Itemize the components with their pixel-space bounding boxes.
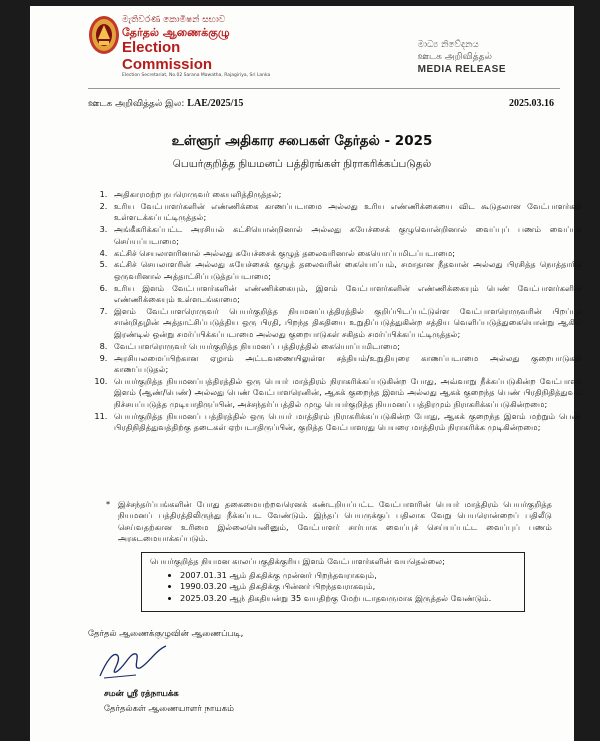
header-divider — [88, 88, 560, 89]
list-item: 10. பெயர்குறித்த நியமனப்பத்திரத்தில் ஒரு பெயர் மாத்திரம் நிராகரிக்கப்படுகின்ற போது, அவ்வாறு நீக்கப்படுகின்ற வேட்பாளர் இளம் (ஆண்/பெண்) அல்லது பெண் வேட்பாளரெனின், ஆகக் குறைந்த இளம் அல்லது ஆகக் குறைந்த பெண் பிரதிநிதித்துவம் நிச்சயப்படுத்த முடியாதிருப்பின், அச்சந்தர்ப்பத்தில் முழு பெயர்குறித்த நியமனப் பத்திரமும் நிராகரிக்கப்படுகின்றமை; — [110, 376, 582, 410]
org-name-english: Election Commission — [122, 39, 213, 73]
list-item: 8. வேட்பாளரொருவர் பெயர்குறித்த நியமனப் பத்திரத்தில் கையொப்பமிடாமை; — [110, 341, 582, 352]
list-item: • 1990.03.20 ஆம் திகதிக்கு பின்னர் பிறந்தவராகவும், — [180, 581, 516, 593]
list-item: 6. உரிய இளம் வேட்பாளர்களின் எண்ணிக்கையும், இளம் வேட்பாளர்களின் எண்ணிக்கையும் பெண் வேட்பாளர்களின் எண்ணிக்கையும் உள்ளடங்காமை; — [110, 283, 582, 306]
org-address: Election Secretariat, No.02 Sarana Mawatha, Rajagiriya, Sri Lanka — [122, 73, 271, 78]
signatory-title: தேர்தல்கள் ஆணையாளர் நாயகம் — [104, 704, 235, 714]
media-label-sinhala: මාධ්‍ය නිවේදනය — [417, 40, 479, 50]
organisation-name-block — [122, 14, 272, 79]
note-text: இச்சந்தர்ப்பங்களின் போது தகைமையற்றவரெனக் கண்டறியப்பட்ட வேட்பாளரின் பெயர் மாத்திரம் பெயர்குறித்த நியமனப் பத்திரத்திலிருந்து நீக்கப்பட வேண்டும். இந்தப் பெயருக்குப் பதிலாக வேறு பெயரொன்றைப் பதிலீடு செய்வதற்கான உரிமை இல்லையெனினும், வேட்பாளர் சார்பாக வைப்புச் செய்யப்பட்ட வைப்புப் பணம் அரசுடமையாக்கப்படும். — [118, 499, 552, 544]
list-item: 7. இளம் வேட்பாளரொருவர் பெயர்குறித்த நியமனப்பத்திரத்தில் குறிப்பிடப்பட்டுள்ள வேட்பாளரொருவரின் பிறப்புச் சான்றிதழின் அத்தாட்சிப்படுத்திய ஒரு பிரதி, பிறந்த திகதியை உறுதிப்படுத்துகின்ற சத்திய வெளிப்படுத்துகையொன்று ஆகிய இரண்டில் ஒன்று சமர்ப்பிக்கப்படாமை அல்லது குறைபாடுகள் சகிதம் சமர்ப்பிக்கப்பட்டிருத்தல்; — [110, 306, 582, 340]
media-release-label — [418, 39, 506, 77]
age-limit-box — [141, 552, 525, 612]
list-item: 4. கட்சிச் செயலாளரினால் அல்லது சுயேச்சைக் குழுத் தலைவரினால் கையொப்பமிடப்படாமை; — [110, 248, 582, 259]
list-item: 1. அதிகாரமற்ற நபரொருவர் கையளித்திருத்தல்; — [110, 189, 582, 200]
release-date: 2025.03.16 — [509, 98, 554, 109]
org-name-tamil: தேர்தல் ஆணைக்குழு — [122, 26, 230, 39]
org-name-sinhala: මැතිවරණ කොමිෂන් සභාව — [122, 15, 226, 25]
reference-number — [88, 99, 243, 109]
emblem-icon — [88, 15, 120, 55]
list-item: 3. அங்கீகரிக்கப்பட்ட அரசியல் கட்சியொன்றினால் அல்லது சுயேச்சைக் குழுவொன்றினால் வைப்புப் பணம் வைப்புச் செய்யப்படாமை; — [110, 224, 582, 247]
asterisk-icon: * — [106, 499, 111, 509]
reference-value: LAE/2025/15 — [187, 98, 244, 109]
reference-label: ஊடக அறிவித்தல் இல: — [88, 99, 185, 109]
age-box-heading: பெயர்குறித்த நியமன காலப்பகுதிக்குரிய இளம் வேட்பாளர்களின் வயதெல்லை; — [150, 556, 445, 566]
document-subtitle: பெயர்குறித்த நியமனப் பத்திரங்கள் நிராகரிக்கப்படுதல் — [172, 158, 432, 170]
list-item: • 2025.03.20 ஆந் திகதியன்று 35 வயதிற்கு மேற்படாதவருமாக இருத்தல் வேண்டும். — [180, 593, 516, 605]
signature-icon — [96, 642, 171, 682]
rejection-reasons-list — [88, 189, 582, 434]
letterhead — [30, 6, 574, 88]
asterisk-note — [106, 499, 552, 545]
list-item: 5. கட்சிச் செயலாளரின் அல்லது சுயேச்சைக் குழுத் தலைவரின் கையொப்பம், சமாதான நீதவான் அல்லது பிரசித்த நொத்தாரிசு ஒருவரினால் அத்தாட்சிப்படுத்தப்படாமை; — [110, 259, 582, 282]
list-item: 9. அரசியலமைப்பிற்கான ஏழாம் அட்டவணையிலுள்ள சத்தியம்/உறுதியுரை காணப்படாமை அல்லது குறைபாடுகள் காணப்படுதல்; — [110, 353, 582, 376]
document-page — [30, 6, 582, 741]
media-label-english: MEDIA RELEASE — [417, 64, 506, 75]
reference-line — [88, 98, 554, 110]
list-item: 11. பெயர்குறித்த நியமனப் பத்திரத்தில் ஒரு பெயர் மாத்திரம் நிராகரிக்கப்படுகின்ற போது, ஆகக் குறைந்த இளம் மற்றும் பெண் பிரதிநிதித்துவத்திற்கு தடைகள் ஏற்படாதிருப்பின், குறித்த வேட்பாளரது பெயரை மாத்திரம் நிராகரிக்க முடிகின்றமை; — [110, 411, 582, 434]
list-item: 2. உரிய வேட்பாளர்களின் எண்ணிக்கை காணப்படாமை அல்லது உரிய எண்ணிக்கையை விட கூடுதலான வேட்பாளர்கள் உள்ளடக்கப்பட்டிருத்தல்; — [110, 201, 582, 224]
age-limit-list — [150, 570, 516, 605]
list-item: • 2007.01.31 ஆம் திகதிக்கு முன்னர் பிறந்தவராகவும், — [180, 570, 516, 582]
document-title: உள்ளூர் அதிகார சபைகள் தேர்தல் - 2025 — [171, 133, 433, 149]
signatory-name: சமன் ஸ்ரீ ரத்நாயக்க — [104, 689, 179, 699]
closing-line: தேர்தல் ஆணைக்குழுவின் ஆணைப்படி, — [88, 629, 244, 639]
media-label-tamil: ஊடக அறிவித்தல் — [417, 52, 492, 62]
